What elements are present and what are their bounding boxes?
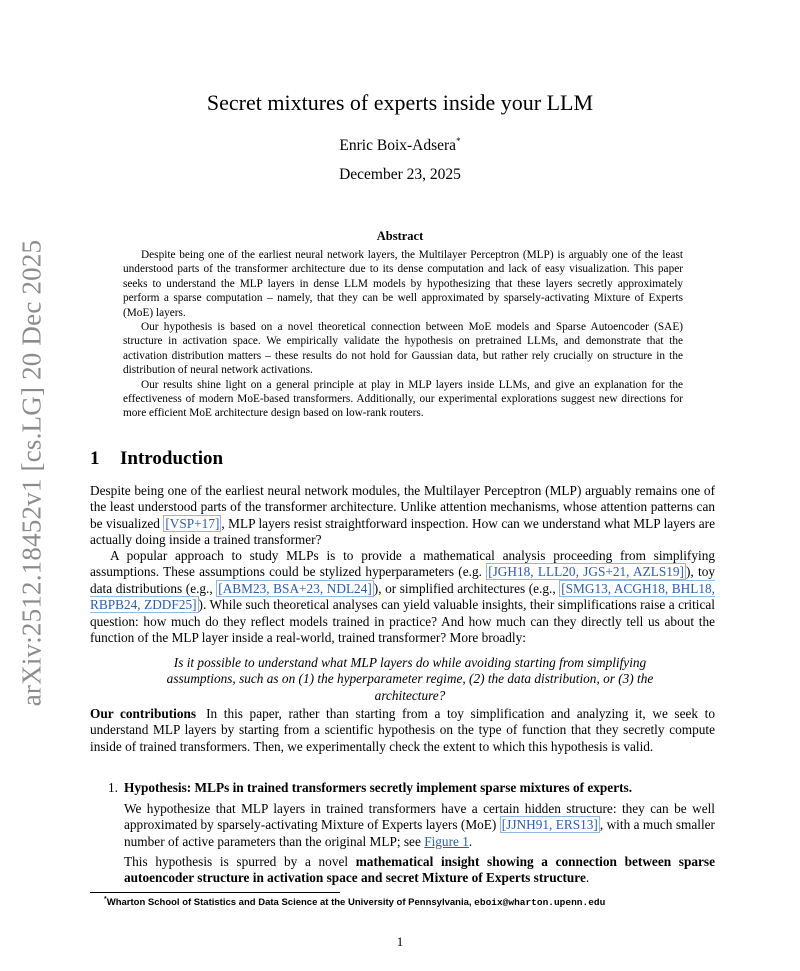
abstract-paragraph: Our hypothesis is based on a novel theoretical connection between MoE models and Sparse Autoencoder (SAE) structure in activation space. We empirically validate the hypothesis on pretrained LLMs, and demonstrate that the activation distribution matters – these results do not hold for Gaussian data, but rather rely crucially on structure in the distribution of neural network activations.	[123, 321, 683, 377]
text-run: ), toy data distributions (e.g.,	[90, 564, 715, 596]
abstract-heading: Abstract	[376, 229, 424, 243]
arxiv-watermark	[10, 238, 54, 708]
text-run: ). While such theoretical analyses can yield valuable insights, their simplifications raise a critical question: how much do they reflect models trained in practice? And how much can they directly tell us about the function of the MLP layer inside a real-world, trained transformer? More broadly:	[90, 597, 715, 646]
author-footnote-mark: *	[456, 136, 461, 146]
contributions-label: Our contributions	[90, 706, 197, 721]
arxiv-watermark-text: arXiv:2512.18452v1 [cs.LG] 20 Dec 2025	[16, 239, 47, 707]
section-title: Introduction	[120, 448, 224, 469]
text-run: .	[585, 870, 590, 886]
text-run: This hypothesis is spurred by a novel	[124, 854, 356, 869]
research-question: Is it possible to understand what MLP layers do while avoiding starting from simplifying assumptions, such as on (1) the hyperparameter regime, (2) the data distribution, or (3) the architecture?	[166, 655, 654, 703]
text-run: We hypothesize that MLP layers in trained transformers have a certain hidden structure: they can be well approximated by sparsely-activating Mixture of Experts layers (MoE)	[124, 801, 715, 833]
text-run: ), or simplified architectures (e.g.,	[373, 580, 560, 596]
item-paragraph-2	[124, 854, 715, 887]
footnote	[104, 896, 605, 908]
intro-paragraph-1	[90, 483, 715, 549]
text-run: .	[468, 833, 473, 849]
footnote-mark: *	[104, 896, 107, 903]
author-line	[0, 136, 800, 155]
figure-link[interactable]: Figure 1	[424, 833, 469, 849]
citation-link[interactable]: [VSP+17]	[165, 515, 220, 531]
citation-link[interactable]: [ABM23, BSA+23, NDL24]	[218, 580, 372, 596]
text-run: Despite being one of the earliest neural network modules, the Multilayer Perceptron (MLP) arguably remains one of the least understood parts of the transformer architecture. Unlike attention mechanisms, whose attention patterns can be visualized	[90, 483, 715, 531]
text-run: , MLP layers resist straightforward inspection. How can we understand what MLP layers are actually doing inside a trained transformer?	[90, 515, 715, 548]
abstract-paragraph: Our results shine light on a general principle at play in MLP layers inside LLMs, and give an explanation for the effectiveness of modern MoE-based transformers. Additionally, our experimental explorations suggest new directions for more efficient MoE architecture design based on low-rank routers.	[123, 378, 683, 420]
item-paragraph	[124, 801, 715, 850]
item-heading: Hypothesis: MLPs in trained transformers secretly implement sparse mixtures of experts.	[124, 780, 633, 795]
citation-link[interactable]: [JGH18, LLL20, JGS+21, AZLS19]	[488, 564, 684, 580]
bold-text-run: mathematical insight showing a connection between sparse autoencoder structure in activation space and secret Mixture of Experts structure	[124, 854, 715, 886]
citation-link[interactable]: [SMG13, ACGH18, BHL18, RBPB24, ZDDF25]	[90, 580, 716, 613]
page-number: 1	[396, 934, 404, 949]
abstract-paragraph: Despite being one of the earliest neural network layers, the Multilayer Perceptron (MLP) is arguably one of the least understood parts of the transformer architecture due to its dense computation and lack of easy visualization. This paper seeks to understand the MLP layers in dense LLM models by hypothesizing that these layers secretly approximately perform a sparse computation – namely, that they can be well approximated by sparsely-activating Mixture of Experts (MoE) layers.	[123, 249, 683, 319]
section-number: 1	[90, 448, 100, 469]
intro-paragraph-2	[90, 548, 715, 646]
text-run: A popular approach to study MLPs is to provide a mathematical analysis proceeding from simplifying assumptions. These assumptions could be stylized hyperparameters (e.g.	[90, 548, 715, 580]
footnote-rule	[90, 892, 340, 893]
author-name: Enric Boix-Adsera	[339, 137, 457, 155]
item-number: 1.	[108, 780, 118, 795]
contributions-paragraph	[90, 706, 715, 755]
abstract-body	[123, 248, 683, 421]
text-run: , with a much smaller number of active parameters than the original MLP; see	[124, 817, 715, 849]
footnote-text: Wharton School of Statistics and Data Science at the University of Pennsylvania,	[106, 897, 475, 909]
paper-title: Secret mixtures of experts inside your LLM	[206, 90, 594, 115]
text-run: In this paper, rather than starting from a toy simplification and analyzing it, we seek to understand MLP layers by starting from a scientific hypothesis on the type of function that they secretly compute inside of trained transformers. Then, we experimentally check the extent to which this hypothesis is valid.	[90, 706, 715, 754]
citation-link[interactable]: [JJNH91, ERS13]	[501, 817, 598, 833]
footnote-email[interactable]: eboix@wharton.upenn.edu	[474, 897, 606, 909]
paper-date: December 23, 2025	[339, 166, 461, 183]
section-heading	[90, 448, 223, 470]
